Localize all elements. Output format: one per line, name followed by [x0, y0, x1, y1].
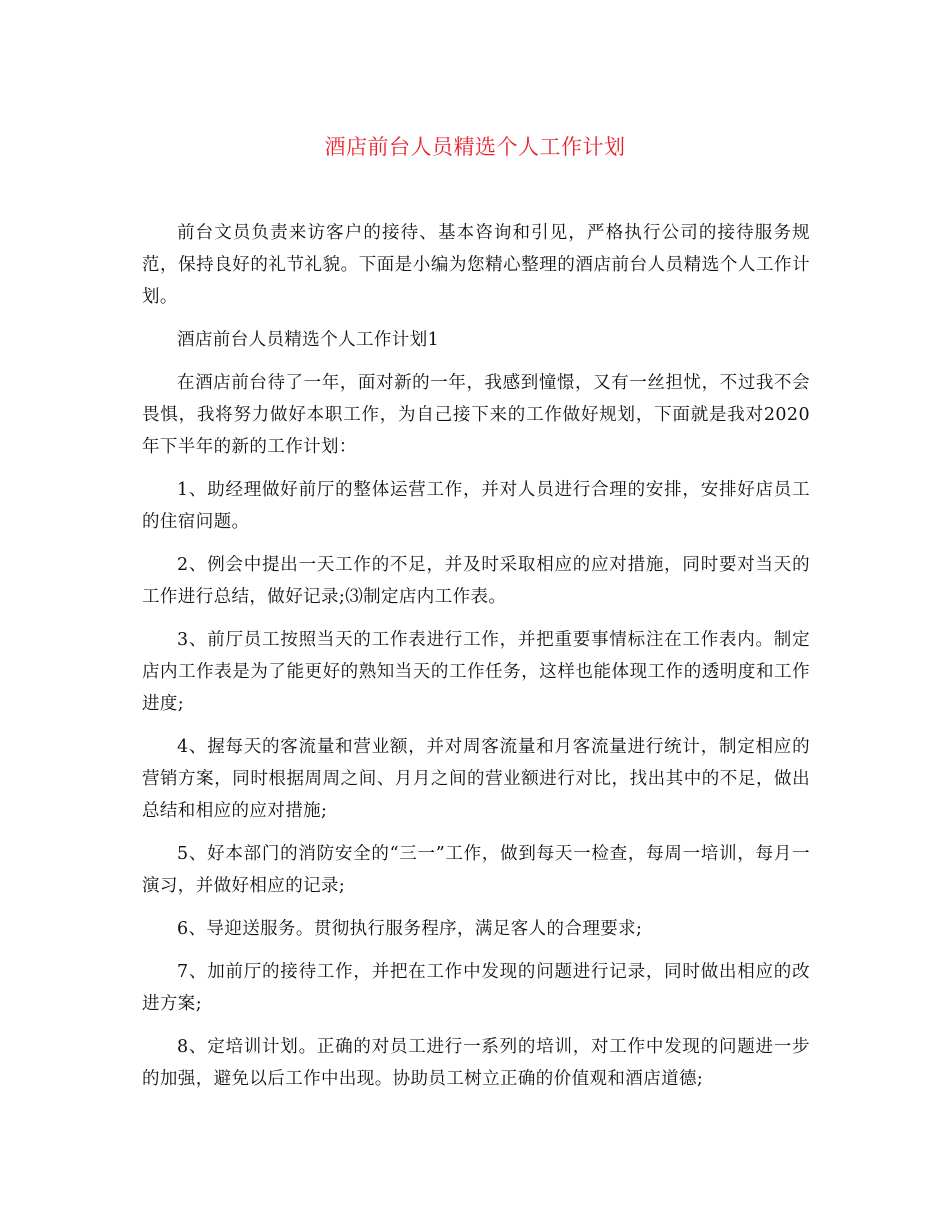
plan-item-4: 4、握每天的客流量和营业额，并对周客流量和月客流量进行统计，制定相应的营销方案，同时根据周周之间、月月之间的营业额进行对比，找出其中的不足，做出总结和相应的应对措施;: [142, 737, 810, 821]
intro-paragraph: 前台文员负责来访客户的接待、基本咨询和引见，严格执行公司的接待服务规范，保持良好的礼节礼貌。下面是小编为您精心整理的酒店前台人员精选个人工作计划。: [142, 223, 810, 307]
document-title: 酒店前台人员精选个人工作计划: [324, 135, 626, 159]
plan-item-1: 1、助经理做好前厅的整体运营工作，并对人员进行合理的安排，安排好店员工的住宿问题。: [142, 480, 810, 532]
document-body: [142, 217, 810, 1106]
plan-item-3: 3、前厅员工按照当天的工作表进行工作，并把重要事情标注在工作表内。制定店内工作表是为了能更好的熟知当天的工作任务，这样也能体现工作的透明度和工作进度;: [142, 630, 810, 714]
plan-item-6: 6、导迎送服务。贯彻执行服务程序，满足客人的合理要求;: [177, 919, 643, 939]
plan-item-7: 7、加前厅的接待工作，并把在工作中发现的问题进行记录，同时做出相应的改进方案;: [142, 962, 810, 1014]
plan-item-8: 8、定培训计划。正确的对员工进行一系列的培训，对工作中发现的问题进一步的加强，避免以后工作中出现。协助员工树立正确的价值观和酒店道德;: [142, 1037, 810, 1089]
opening-paragraph: 在酒店前台待了一年，面对新的一年，我感到憧憬，又有一丝担忧，不过我不会畏惧，我将努力做好本职工作，为自己接下来的工作做好规划，下面就是我对2020年下半年的新的工作计划：: [142, 373, 810, 457]
section-heading: 酒店前台人员精选个人工作计划1: [177, 330, 440, 350]
plan-item-2: 2、例会中提出一天工作的不足，并及时采取相应的应对措施，同时要对当天的工作进行总结，做好记录;⑶制定店内工作表。: [142, 555, 810, 607]
plan-item-5: 5、好本部门的消防安全的“三一”工作，做到每天一检查，每周一培训，每月一演习，并做好相应的记录;: [142, 844, 810, 896]
